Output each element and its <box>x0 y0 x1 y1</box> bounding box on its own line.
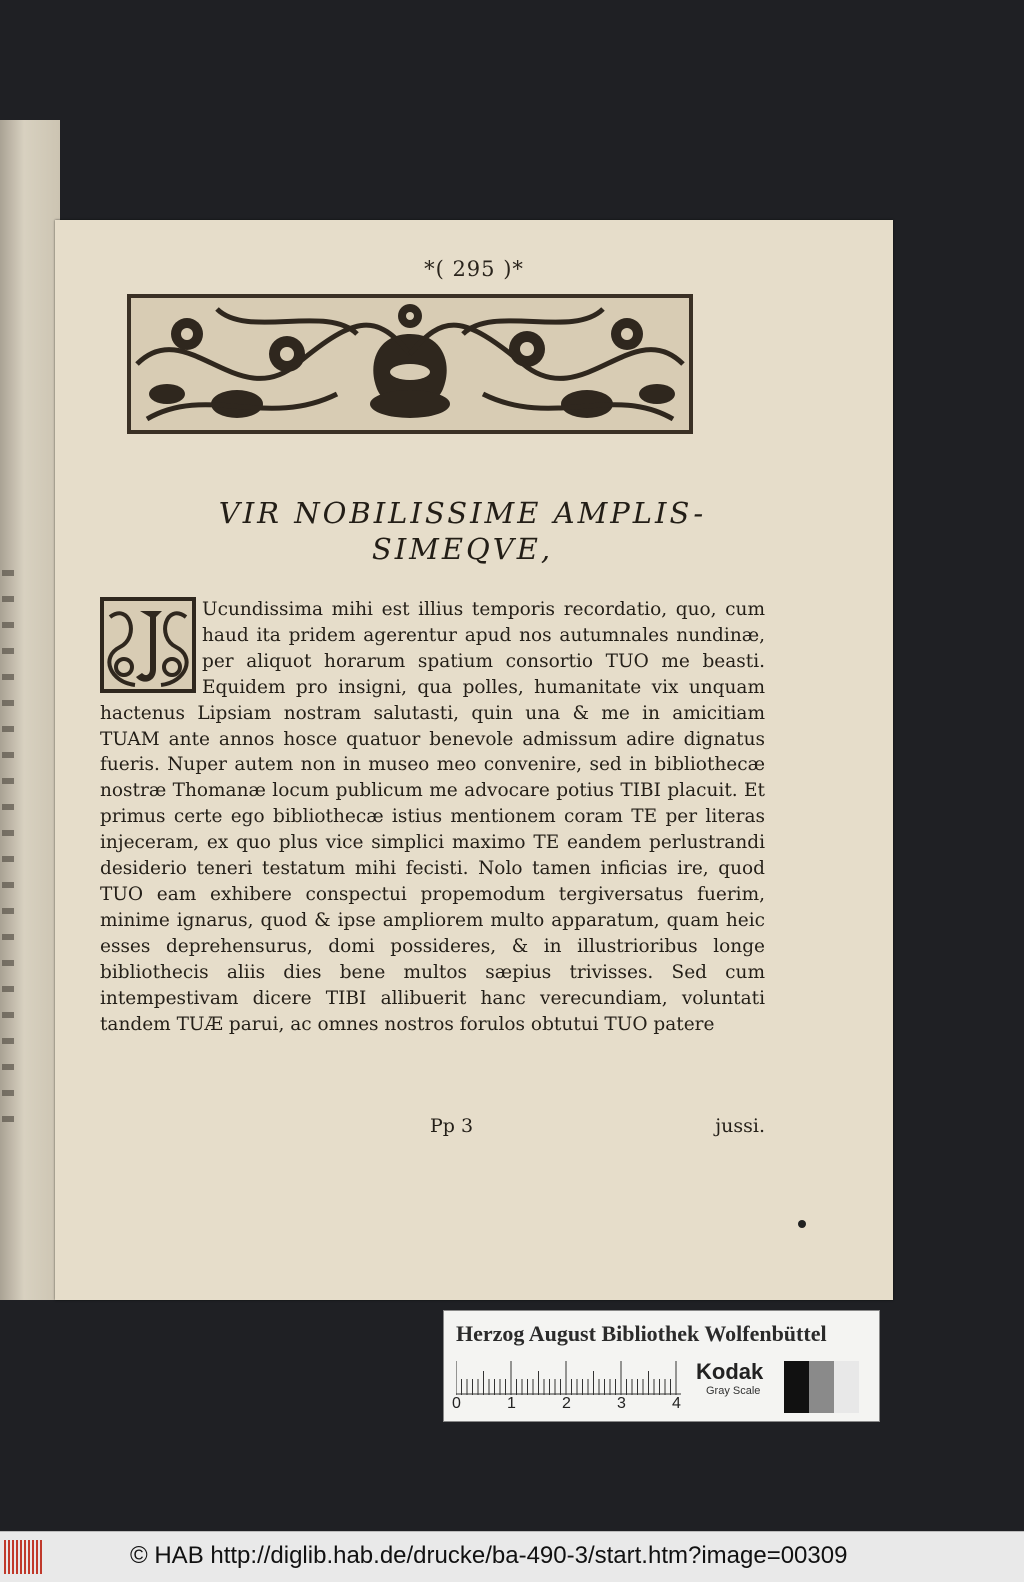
gray-swatches <box>784 1361 859 1413</box>
body-text: Ucundissima mihi est illius temporis recordatio, quo, cum haud ita pridem agerentur apud nos autumnales nundinæ, per aliquot horarum spatium consortio TUO me beasti. Equidem pro insigni, qua polles, humanitate vix unquam hactenus Lipsiam nostram salutasti, quin una & me in amicitiam TUAM ante annos hosce quatuor benevole admissum adire dignatus fueris. Nuper autem non in museo meo convenire, sed in bibliothecæ nostræ Thomanæ locum publicum me advocare potius TIBI placuit. Et primus certe ego bibliothecæ istius mentionem coram TE per literas injeceram, ex quo plus vice simplici maximo TE eandem perlustrandi desiderio teneri testatum mihi fecisti. Nolo tamen inficias ire, quod TUO eam exhibere conspectui propemodum tergiversatus fuerim, minime ignarus, quod & ipse ampliorem multo apparatum, quam heic esses deprehensurus, domi possideres, & in illustrioribus longe bibliothecis aliis dies bene multos sæpius trivisses. Sed cum intempestivam dicere TIBI allibuerit hanc verecundiam, voluntati tandem TUÆ parui, ac omnes nostros forulos obtutui TUO patere <box>100 599 765 1035</box>
ruler-number: 2 <box>562 1395 571 1412</box>
heading-line-1: VIR NOBILISSIME AMPLIS- <box>218 496 707 530</box>
adjacent-page-text-marks <box>2 570 14 1130</box>
adjacent-page-edge <box>0 120 60 1300</box>
footer-bar <box>0 1531 1024 1582</box>
source-url[interactable]: © HAB http://diglib.hab.de/drucke/ba-490-3/start.htm?image=00309 <box>130 1542 848 1569</box>
ink-spot <box>798 1220 806 1228</box>
library-name: Herzog August Bibliothek Wolfenbüttel <box>456 1321 827 1346</box>
barcode-icon <box>4 1540 42 1574</box>
heading-line-2: SIMEQVE, <box>371 532 554 566</box>
floral-ornament-headpiece <box>127 294 693 434</box>
ruler-numbers <box>452 1395 692 1415</box>
catchword: jussi. <box>715 1115 765 1137</box>
white-swatch <box>834 1361 859 1413</box>
book-page <box>55 220 893 1300</box>
address-heading <box>95 495 830 567</box>
kodak-brand: Kodak <box>696 1359 764 1384</box>
measurement-ruler <box>456 1361 681 1395</box>
ruler-number: 0 <box>452 1395 461 1412</box>
ruler-number: 4 <box>672 1395 681 1412</box>
body-paragraph <box>100 597 765 1037</box>
signature-mark: Pp 3 <box>430 1115 474 1137</box>
ruler-number: 1 <box>507 1395 516 1412</box>
ruler-number: 3 <box>617 1395 626 1412</box>
page-number: *( 295 )* <box>424 257 524 281</box>
library-color-chart <box>443 1310 880 1422</box>
decorated-initial-j <box>100 597 196 693</box>
gray-scale-caption: Gray Scale <box>706 1385 761 1397</box>
gray-swatch <box>809 1361 834 1413</box>
black-swatch <box>784 1361 809 1413</box>
